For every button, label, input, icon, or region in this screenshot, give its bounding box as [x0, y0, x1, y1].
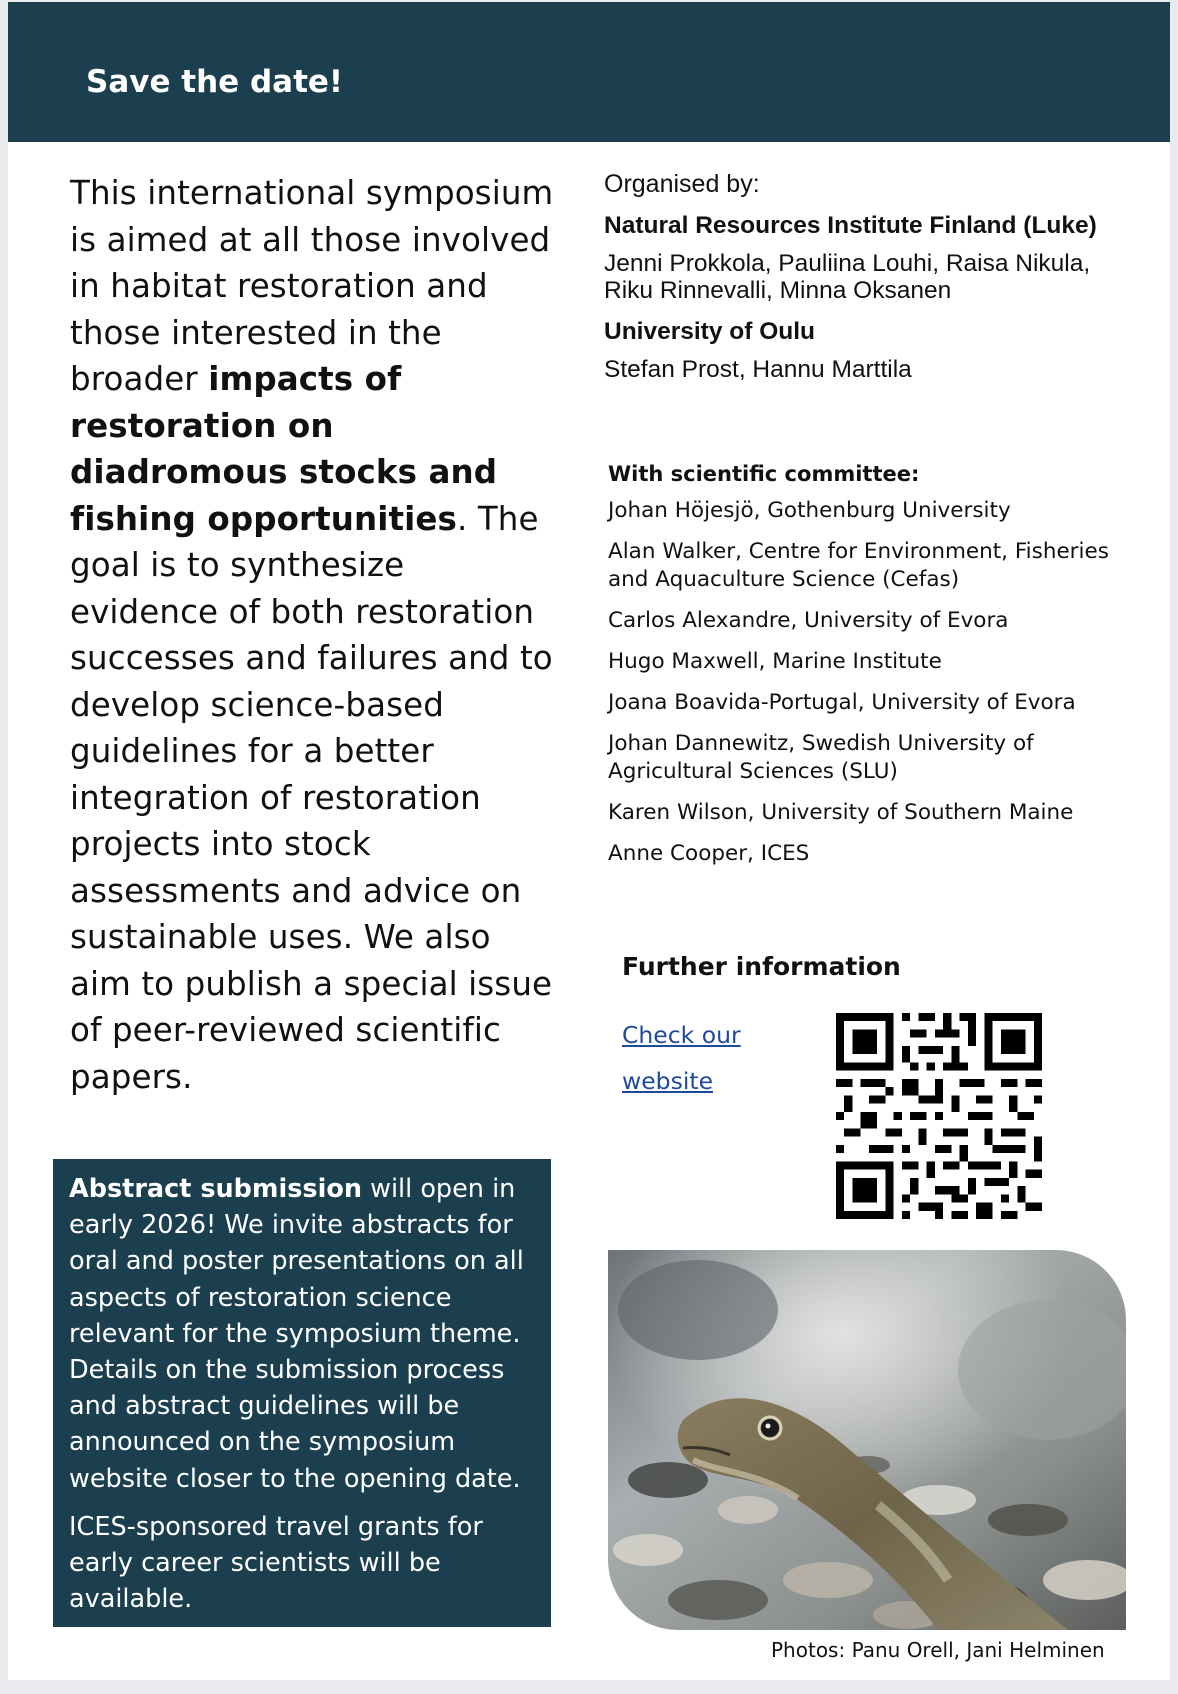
- eel-photo: [608, 1250, 1126, 1630]
- further-info-title: Further information: [622, 952, 901, 981]
- organisers-section: [604, 170, 1124, 398]
- photo-credit: Photos: Panu Orell, Jani Helminen: [771, 1638, 1105, 1662]
- committee-member: Anne Cooper, ICES: [608, 841, 810, 866]
- abstract-text: will open in early 2026! We invite abstracts for oral and poster presentations on all aspects of restoration science relevant for the symposium theme. Details on the submission process and abstract guidelines will be announced on the symposium website closer to the opening date.: [69, 1174, 524, 1494]
- committee-member: Joana Boavida-Portugal, University of Evora: [608, 690, 1076, 715]
- committee-member: Johan Dannewitz, Swedish University of Agricultural Sciences (SLU): [608, 731, 1034, 784]
- intro-bold: impacts of restoration on diadromous stocks and fishing opportunities: [70, 360, 498, 538]
- luke-people: Jenni Prokkola, Pauliina Louhi, Raisa Nikula, Riku Rinnevalli, Minna Oksanen: [604, 250, 1091, 304]
- organiser-oulu: University of Oulu: [604, 318, 816, 345]
- scientific-committee: [608, 460, 1128, 881]
- travel-grants-text: ICES-sponsored travel grants for early career scientists will be available.: [69, 1511, 483, 1615]
- abstract-box: [53, 1159, 551, 1627]
- intro-rest: . The goal is to synthesize evidence of both restoration successes and failures and to develop science-based guidelines for a better integration of restoration projects into stock assessments and advice on sustainable uses. We also aim to publish a special issue of peer-reviewed scientific papers.: [70, 499, 553, 1096]
- committee-member: Karen Wilson, University of Southern Maine: [608, 800, 1074, 825]
- committee-member: Alan Walker, Centre for Environment, Fisheries and Aquaculture Science (Cefas): [608, 539, 1109, 592]
- committee-member: Hugo Maxwell, Marine Institute: [608, 649, 942, 674]
- banner-title: Save the date!: [86, 64, 344, 100]
- committee-member: Johan Höjesjö, Gothenburg University: [608, 498, 1011, 523]
- poster-page: [8, 2, 1170, 1680]
- organiser-luke: Natural Resources Institute Finland (Luke): [604, 212, 1097, 239]
- intro-paragraph: [70, 170, 560, 1100]
- committee-title: With scientific committee:: [608, 462, 920, 486]
- organised-label: Organised by:: [604, 170, 760, 198]
- abstract-bold: Abstract submission: [69, 1174, 362, 1204]
- qr-code-icon[interactable]: [836, 1013, 1042, 1219]
- header-banner: [8, 2, 1170, 142]
- intro-lead: This international symposium is aimed at all those involved in habitat restoration and those interested in the broader: [70, 174, 554, 398]
- website-link[interactable]: Check our website: [622, 1021, 741, 1095]
- oulu-people: Stefan Prost, Hannu Marttila: [604, 356, 912, 383]
- committee-member: Carlos Alexandre, University of Evora: [608, 608, 1009, 633]
